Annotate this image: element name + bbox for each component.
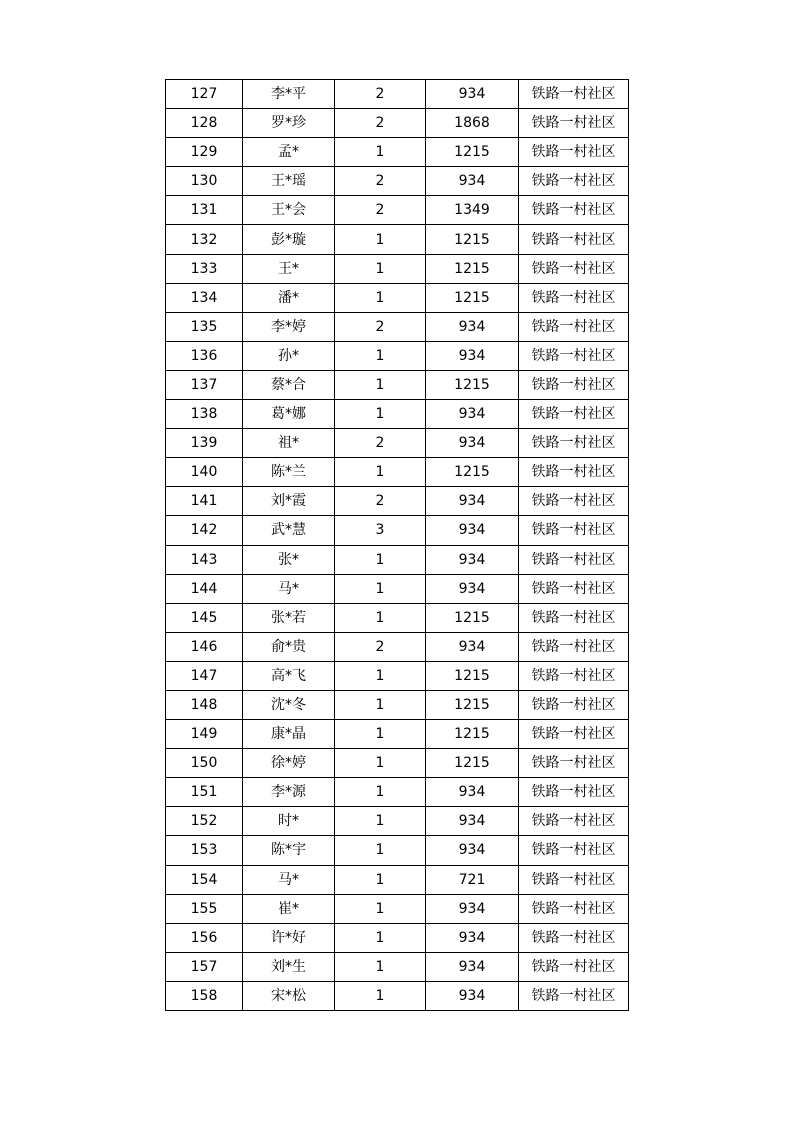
household-count-cell: 2 (335, 429, 426, 458)
name-cell: 潘* (243, 283, 335, 312)
name-cell: 徐*婷 (243, 749, 335, 778)
name-cell: 李*婷 (243, 312, 335, 341)
community-cell: 铁路一村社区 (519, 574, 629, 603)
household-count-cell: 3 (335, 516, 426, 545)
name-cell: 高*飞 (243, 661, 335, 690)
name-cell: 俞*贵 (243, 632, 335, 661)
household-count-cell: 1 (335, 370, 426, 399)
community-cell: 铁路一村社区 (519, 312, 629, 341)
row-number-cell: 127 (166, 80, 243, 109)
name-cell: 罗*珍 (243, 109, 335, 138)
name-cell: 张* (243, 545, 335, 574)
name-cell: 蔡*合 (243, 370, 335, 399)
community-cell: 铁路一村社区 (519, 370, 629, 399)
row-number-cell: 155 (166, 894, 243, 923)
household-count-cell: 2 (335, 487, 426, 516)
row-number-cell: 134 (166, 283, 243, 312)
name-cell: 马* (243, 574, 335, 603)
table-row (166, 516, 629, 545)
table-row (166, 225, 629, 254)
community-cell: 铁路一村社区 (519, 952, 629, 981)
community-cell: 铁路一村社区 (519, 778, 629, 807)
table-row (166, 167, 629, 196)
household-count-cell: 1 (335, 952, 426, 981)
amount-cell: 934 (426, 952, 519, 981)
community-cell: 铁路一村社区 (519, 196, 629, 225)
row-number-cell: 136 (166, 341, 243, 370)
community-cell: 铁路一村社区 (519, 690, 629, 719)
household-count-cell: 1 (335, 225, 426, 254)
name-cell: 马* (243, 865, 335, 894)
table-row (166, 749, 629, 778)
table-row (166, 341, 629, 370)
community-cell: 铁路一村社区 (519, 283, 629, 312)
community-cell: 铁路一村社区 (519, 981, 629, 1010)
row-number-cell: 141 (166, 487, 243, 516)
community-cell: 铁路一村社区 (519, 429, 629, 458)
row-number-cell: 157 (166, 952, 243, 981)
household-count-cell: 2 (335, 109, 426, 138)
amount-cell: 934 (426, 574, 519, 603)
amount-cell: 934 (426, 80, 519, 109)
amount-cell: 934 (426, 778, 519, 807)
name-cell: 刘*生 (243, 952, 335, 981)
household-count-cell: 1 (335, 574, 426, 603)
row-number-cell: 153 (166, 836, 243, 865)
name-cell: 康*晶 (243, 720, 335, 749)
row-number-cell: 131 (166, 196, 243, 225)
community-cell: 铁路一村社区 (519, 661, 629, 690)
household-count-cell: 1 (335, 458, 426, 487)
row-number-cell: 143 (166, 545, 243, 574)
household-count-cell: 1 (335, 603, 426, 632)
row-number-cell: 149 (166, 720, 243, 749)
name-cell: 崔* (243, 894, 335, 923)
name-cell: 时* (243, 807, 335, 836)
row-number-cell: 144 (166, 574, 243, 603)
table-row (166, 254, 629, 283)
amount-cell: 934 (426, 894, 519, 923)
table-row (166, 952, 629, 981)
name-cell: 张*若 (243, 603, 335, 632)
household-count-cell: 2 (335, 80, 426, 109)
table-row (166, 690, 629, 719)
table-row (166, 807, 629, 836)
table-row (166, 603, 629, 632)
amount-cell: 1215 (426, 690, 519, 719)
table-row (166, 574, 629, 603)
name-cell: 刘*霞 (243, 487, 335, 516)
amount-cell: 1215 (426, 283, 519, 312)
community-cell: 铁路一村社区 (519, 807, 629, 836)
household-count-cell: 1 (335, 138, 426, 167)
household-count-cell: 1 (335, 749, 426, 778)
amount-cell: 934 (426, 807, 519, 836)
table-row (166, 632, 629, 661)
amount-cell: 1215 (426, 370, 519, 399)
name-cell: 武*慧 (243, 516, 335, 545)
amount-cell: 1215 (426, 458, 519, 487)
household-count-cell: 1 (335, 690, 426, 719)
amount-cell: 1215 (426, 138, 519, 167)
community-cell: 铁路一村社区 (519, 545, 629, 574)
table-row (166, 196, 629, 225)
table-row (166, 661, 629, 690)
name-cell: 孙* (243, 341, 335, 370)
row-number-cell: 150 (166, 749, 243, 778)
household-count-cell: 1 (335, 923, 426, 952)
row-number-cell: 148 (166, 690, 243, 719)
table-row (166, 138, 629, 167)
amount-cell: 934 (426, 167, 519, 196)
row-number-cell: 156 (166, 923, 243, 952)
amount-cell: 721 (426, 865, 519, 894)
row-number-cell: 129 (166, 138, 243, 167)
name-cell: 沈*冬 (243, 690, 335, 719)
amount-cell: 1215 (426, 661, 519, 690)
table-row (166, 312, 629, 341)
amount-cell: 1215 (426, 225, 519, 254)
amount-cell: 934 (426, 632, 519, 661)
household-count-cell: 1 (335, 865, 426, 894)
name-cell: 葛*娜 (243, 400, 335, 429)
community-cell: 铁路一村社区 (519, 400, 629, 429)
name-cell: 李*源 (243, 778, 335, 807)
amount-cell: 934 (426, 400, 519, 429)
community-cell: 铁路一村社区 (519, 516, 629, 545)
row-number-cell: 138 (166, 400, 243, 429)
table-row (166, 545, 629, 574)
household-count-cell: 1 (335, 778, 426, 807)
amount-cell: 1349 (426, 196, 519, 225)
amount-cell: 934 (426, 341, 519, 370)
row-number-cell: 142 (166, 516, 243, 545)
amount-cell: 934 (426, 516, 519, 545)
table-row (166, 778, 629, 807)
table-row (166, 865, 629, 894)
row-number-cell: 130 (166, 167, 243, 196)
household-count-cell: 1 (335, 254, 426, 283)
name-cell: 许*好 (243, 923, 335, 952)
amount-cell: 1868 (426, 109, 519, 138)
roster-table (165, 79, 629, 1011)
community-cell: 铁路一村社区 (519, 167, 629, 196)
table-row (166, 923, 629, 952)
community-cell: 铁路一村社区 (519, 603, 629, 632)
amount-cell: 934 (426, 312, 519, 341)
household-count-cell: 1 (335, 894, 426, 923)
community-cell: 铁路一村社区 (519, 720, 629, 749)
row-number-cell: 128 (166, 109, 243, 138)
row-number-cell: 133 (166, 254, 243, 283)
name-cell: 王*瑶 (243, 167, 335, 196)
community-cell: 铁路一村社区 (519, 923, 629, 952)
table-row (166, 458, 629, 487)
household-count-cell: 1 (335, 807, 426, 836)
community-cell: 铁路一村社区 (519, 487, 629, 516)
row-number-cell: 137 (166, 370, 243, 399)
community-cell: 铁路一村社区 (519, 865, 629, 894)
name-cell: 陈*宇 (243, 836, 335, 865)
row-number-cell: 145 (166, 603, 243, 632)
amount-cell: 934 (426, 923, 519, 952)
name-cell: 王*会 (243, 196, 335, 225)
name-cell: 彭*璇 (243, 225, 335, 254)
row-number-cell: 152 (166, 807, 243, 836)
community-cell: 铁路一村社区 (519, 254, 629, 283)
table-row (166, 80, 629, 109)
name-cell: 祖* (243, 429, 335, 458)
table-row (166, 894, 629, 923)
community-cell: 铁路一村社区 (519, 138, 629, 167)
amount-cell: 934 (426, 487, 519, 516)
name-cell: 孟* (243, 138, 335, 167)
table-row (166, 720, 629, 749)
household-count-cell: 2 (335, 167, 426, 196)
row-number-cell: 151 (166, 778, 243, 807)
community-cell: 铁路一村社区 (519, 749, 629, 778)
name-cell: 王* (243, 254, 335, 283)
community-cell: 铁路一村社区 (519, 109, 629, 138)
roster-table-body (166, 80, 629, 1011)
name-cell: 李*平 (243, 80, 335, 109)
row-number-cell: 146 (166, 632, 243, 661)
row-number-cell: 158 (166, 981, 243, 1010)
household-count-cell: 1 (335, 283, 426, 312)
row-number-cell: 140 (166, 458, 243, 487)
row-number-cell: 139 (166, 429, 243, 458)
table-row (166, 487, 629, 516)
household-count-cell: 2 (335, 312, 426, 341)
household-count-cell: 1 (335, 981, 426, 1010)
household-count-cell: 1 (335, 661, 426, 690)
community-cell: 铁路一村社区 (519, 341, 629, 370)
community-cell: 铁路一村社区 (519, 632, 629, 661)
amount-cell: 934 (426, 981, 519, 1010)
name-cell: 宋*松 (243, 981, 335, 1010)
table-row (166, 429, 629, 458)
row-number-cell: 147 (166, 661, 243, 690)
table-row (166, 836, 629, 865)
table-row (166, 283, 629, 312)
household-count-cell: 1 (335, 341, 426, 370)
row-number-cell: 154 (166, 865, 243, 894)
table-row (166, 109, 629, 138)
amount-cell: 1215 (426, 749, 519, 778)
amount-cell: 1215 (426, 603, 519, 632)
table-row (166, 370, 629, 399)
amount-cell: 1215 (426, 720, 519, 749)
amount-cell: 934 (426, 836, 519, 865)
community-cell: 铁路一村社区 (519, 894, 629, 923)
row-number-cell: 135 (166, 312, 243, 341)
name-cell: 陈*兰 (243, 458, 335, 487)
community-cell: 铁路一村社区 (519, 225, 629, 254)
amount-cell: 934 (426, 545, 519, 574)
community-cell: 铁路一村社区 (519, 836, 629, 865)
household-count-cell: 1 (335, 545, 426, 574)
household-count-cell: 1 (335, 720, 426, 749)
row-number-cell: 132 (166, 225, 243, 254)
amount-cell: 1215 (426, 254, 519, 283)
community-cell: 铁路一村社区 (519, 458, 629, 487)
household-count-cell: 2 (335, 632, 426, 661)
table-row (166, 981, 629, 1010)
community-cell: 铁路一村社区 (519, 80, 629, 109)
household-count-cell: 2 (335, 196, 426, 225)
household-count-cell: 1 (335, 836, 426, 865)
table-row (166, 400, 629, 429)
amount-cell: 934 (426, 429, 519, 458)
household-count-cell: 1 (335, 400, 426, 429)
